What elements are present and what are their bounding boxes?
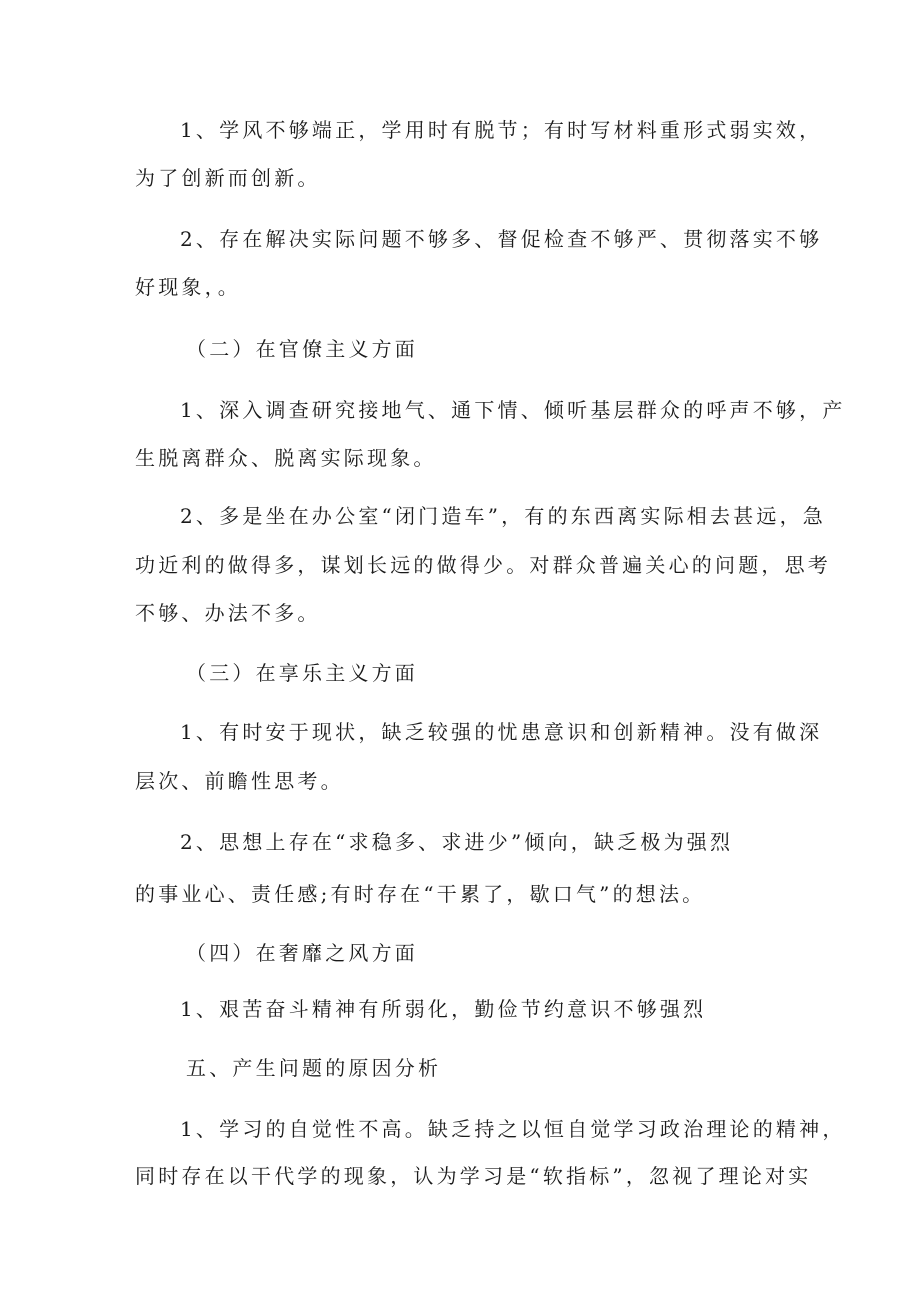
paragraph-line: 功近利的做得多，谋划长远的做得少。对群众普遍关心的问题，思考 <box>135 553 831 577</box>
paragraph-line: 1、有时安于现状，缺乏较强的忧患意识和创新精神。没有做深 <box>180 720 823 744</box>
section-heading: （四）在奢靡之风方面 <box>186 941 418 965</box>
paragraph-line: 2、思想上存在“求稳多、求进少”倾向，缺乏极为强烈 <box>180 830 734 854</box>
section-heading: （二）在官僚主义方面 <box>186 337 418 361</box>
paragraph-line: 1、学风不够端正，学用时有脱节；有时写材料重形式弱实效， <box>180 118 823 142</box>
paragraph-line: 层次、前瞻性思考。 <box>135 769 344 793</box>
paragraph-line: 2、多是坐在办公室“闭门造车”，有的东西离实际相去甚远，急 <box>180 504 826 528</box>
paragraph-line: 不够、办法不多。 <box>135 601 321 625</box>
paragraph-line: 为了创新而创新。 <box>135 166 321 190</box>
paragraph-line: 好现象，。 <box>135 275 241 299</box>
paragraph-line: 1、深入调查研究接地气、通下情、倾听基层群众的呼声不够，产 <box>180 398 846 422</box>
paragraph-line: 同时存在以干代学的现象，认为学习是“软指标”，忽视了理论对实 <box>135 1164 812 1188</box>
paragraph-line: 1、学习的自觉性不高。缺乏持之以恒自觉学习政治理论的精神， <box>180 1117 846 1141</box>
paragraph-line: 生脱离群众、脱离实际现象。 <box>135 446 437 470</box>
paragraph-line: 1、艰苦奋斗精神有所弱化，勤俭节约意识不够强烈 <box>180 997 707 1021</box>
section-heading: 五、产生问题的原因分析 <box>186 1056 442 1080</box>
paragraph-line: 2、存在解决实际问题不够多、督促检查不够严、贯彻落实不够 <box>180 227 823 251</box>
section-heading: （三）在享乐主义方面 <box>186 661 418 685</box>
paragraph-line: 的事业心、责任感;有时存在“干累了，歇口气”的想法。 <box>135 882 706 906</box>
